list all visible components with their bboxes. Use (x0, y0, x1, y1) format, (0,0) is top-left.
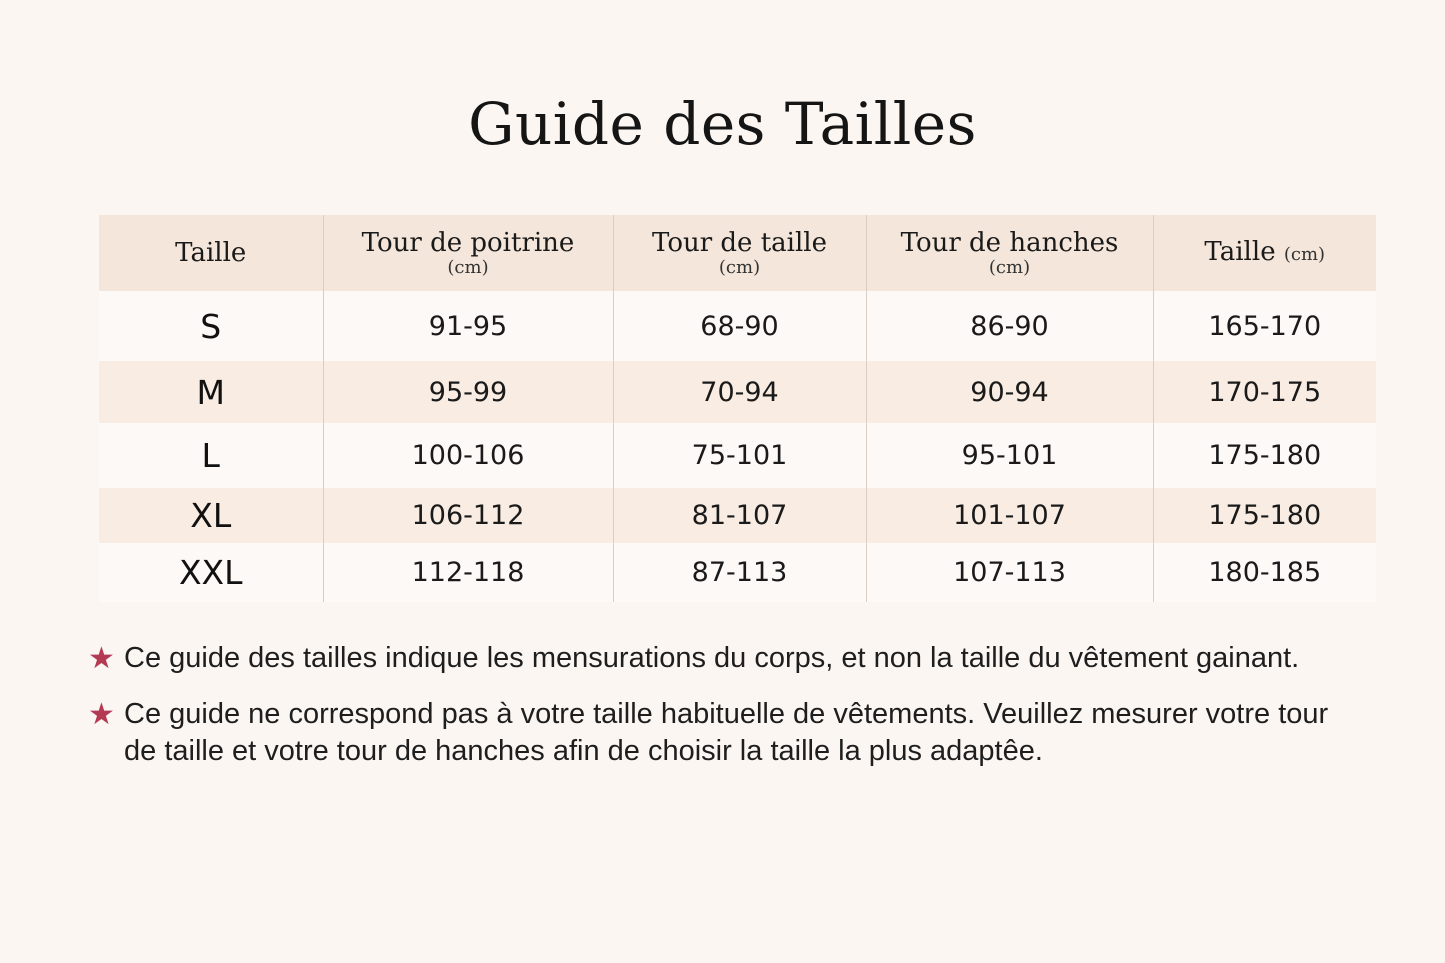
star-icon: ★ (88, 698, 115, 731)
hips-cell: 101-107 (866, 488, 1153, 543)
header-height (1153, 215, 1376, 291)
chest-cell: 95-99 (323, 361, 613, 423)
header-waist (613, 215, 866, 291)
note-text: Ce guide ne correspond pas à votre taille habituelle de vêtements. Veuillez mesurer votre tour de taille et votre tour de hanches afin de choisir la taille la plus adaptêe. (124, 698, 1329, 767)
height-cell: 170-175 (1153, 361, 1376, 423)
height-cell: 175-180 (1153, 423, 1376, 488)
table-header-row (99, 215, 1376, 291)
hips-cell: 95-101 (866, 423, 1153, 488)
size-chart-table (99, 215, 1376, 602)
waist-cell: 87-113 (613, 543, 866, 602)
size-cell: S (99, 291, 323, 361)
waist-cell: 75-101 (613, 423, 866, 488)
header-unit: (cm) (1283, 243, 1326, 265)
table-row (99, 488, 1376, 543)
header-size (99, 215, 323, 291)
height-cell: 175-180 (1153, 488, 1376, 543)
note-item (88, 640, 1358, 677)
table-row (99, 291, 1376, 361)
note-item (88, 696, 1358, 770)
header-label: Taille (175, 238, 247, 268)
header-unit: (cm) (718, 257, 761, 278)
size-cell: XXL (99, 543, 323, 602)
header-unit: (cm) (988, 257, 1031, 278)
header-unit: (cm) (447, 257, 489, 278)
waist-cell: 68-90 (613, 291, 866, 361)
size-cell: L (99, 423, 323, 488)
chest-cell: 91-95 (323, 291, 613, 361)
note-text: Ce guide des tailles indique les mensurations du corps, et non la taille du vêtement gainant. (124, 642, 1300, 674)
header-hips (866, 215, 1153, 291)
hips-cell: 86-90 (866, 291, 1153, 361)
hips-cell: 107-113 (866, 543, 1153, 602)
chest-cell: 100-106 (323, 423, 613, 488)
page-title: Guide des Tailles (468, 90, 977, 158)
waist-cell: 70-94 (613, 361, 866, 423)
header-label: Taille (1204, 236, 1276, 267)
height-cell: 180-185 (1153, 543, 1376, 602)
size-cell: M (99, 361, 323, 423)
table-row (99, 361, 1376, 423)
chest-cell: 106-112 (323, 488, 613, 543)
hips-cell: 90-94 (866, 361, 1153, 423)
header-chest (323, 215, 613, 291)
table-row (99, 543, 1376, 602)
waist-cell: 81-107 (613, 488, 866, 543)
size-cell: XL (99, 488, 323, 543)
table-row (99, 423, 1376, 488)
header-label: Tour de taille (652, 228, 827, 258)
header-label: Tour de hanches (900, 228, 1119, 258)
notes-list (88, 640, 1358, 770)
height-cell: 165-170 (1153, 291, 1376, 361)
chest-cell: 112-118 (323, 543, 613, 602)
header-label: Tour de poitrine (361, 228, 575, 258)
star-icon: ★ (88, 642, 115, 675)
